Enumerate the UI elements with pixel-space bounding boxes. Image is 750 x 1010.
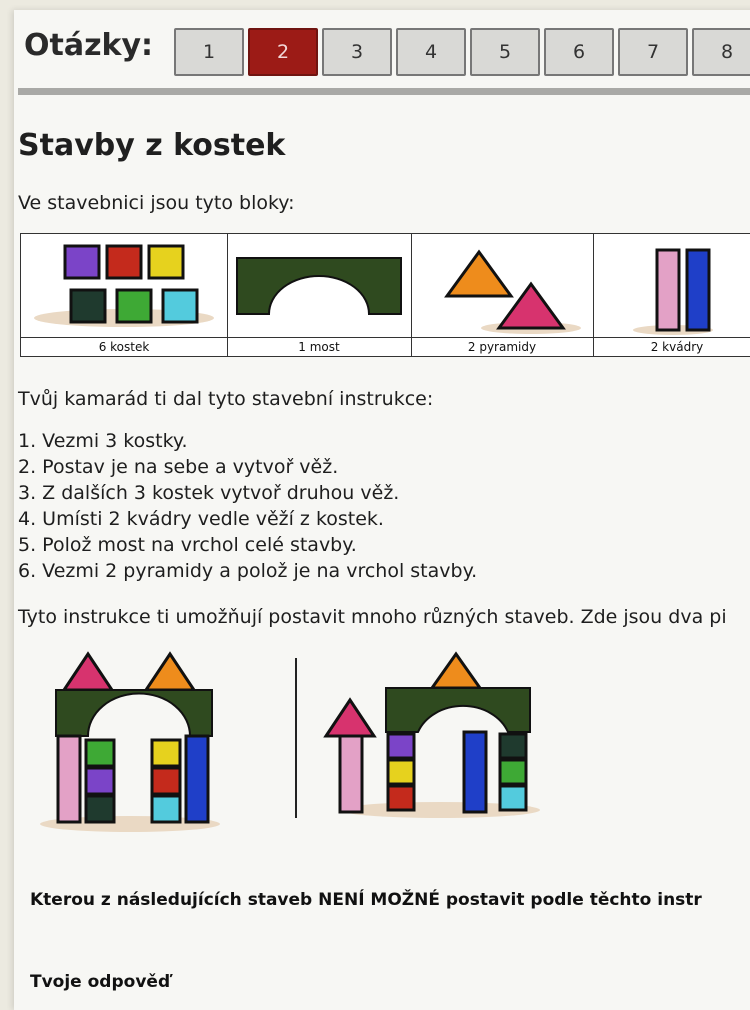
question-button-2[interactable]: 2 bbox=[248, 28, 318, 76]
question-button-3[interactable]: 3 bbox=[322, 28, 392, 76]
question-button-5[interactable]: 5 bbox=[470, 28, 540, 76]
question-text: Kterou z následujících staveb NENÍ MOŽNÉ postavit podle těchto instr bbox=[30, 890, 702, 910]
instruction-item: 3. Z dalších 3 kostek vytvoř druhou věž. bbox=[18, 482, 400, 504]
prisms-illustration bbox=[593, 234, 750, 338]
cell-label-pyramids: 2 pyramidy bbox=[411, 337, 593, 356]
intro-text: Ve stavebnici jsou tyto bloky: bbox=[18, 192, 295, 214]
instruction-item: 4. Umísti 2 kvádry vedle věží z kostek. bbox=[18, 508, 384, 530]
cell-cubes bbox=[21, 234, 228, 356]
example-building-1 bbox=[40, 654, 220, 832]
cell-label-bridge: 1 most bbox=[227, 337, 411, 356]
question-nav bbox=[18, 22, 750, 82]
cell-bridge bbox=[227, 234, 412, 356]
instruction-item: 1. Vezmi 3 kostky. bbox=[18, 430, 188, 452]
instructions-list bbox=[18, 428, 477, 584]
example-buildings bbox=[30, 640, 630, 840]
cell-label-cubes: 6 kostek bbox=[21, 337, 227, 356]
header-divider bbox=[18, 88, 750, 95]
friend-text: Tvůj kamarád ti dal tyto stavební instrukce: bbox=[18, 388, 434, 410]
cell-label-prisms: 2 kvádry bbox=[593, 337, 750, 356]
instruction-item: 6. Vezmi 2 pyramidy a polož je na vrchol stavby. bbox=[18, 560, 478, 582]
examples-text: Tyto instrukce ti umožňují postavit mnoho různých staveb. Zde jsou dva pi bbox=[18, 606, 727, 628]
cell-pyramids bbox=[411, 234, 594, 356]
question-button-6[interactable]: 6 bbox=[544, 28, 614, 76]
cubes-illustration bbox=[21, 234, 227, 338]
cell-prisms bbox=[593, 234, 750, 356]
instruction-item: 2. Postav je na sebe a vytvoř věž. bbox=[18, 456, 339, 478]
question-button-4[interactable]: 4 bbox=[396, 28, 466, 76]
question-button-8[interactable]: 8 bbox=[692, 28, 750, 76]
blocks-table bbox=[20, 233, 750, 357]
pyramids-illustration bbox=[411, 234, 593, 338]
answer-label: Tvoje odpověď bbox=[30, 972, 171, 992]
questions-label: Otázky: bbox=[24, 28, 154, 63]
question-button-1[interactable]: 1 bbox=[174, 28, 244, 76]
example-building-2 bbox=[326, 654, 540, 818]
instruction-item: 5. Polož most na vrchol celé stavby. bbox=[18, 534, 357, 556]
page-title: Stavby z kostek bbox=[18, 128, 286, 163]
bridge-illustration bbox=[227, 234, 411, 338]
question-button-7[interactable]: 7 bbox=[618, 28, 688, 76]
